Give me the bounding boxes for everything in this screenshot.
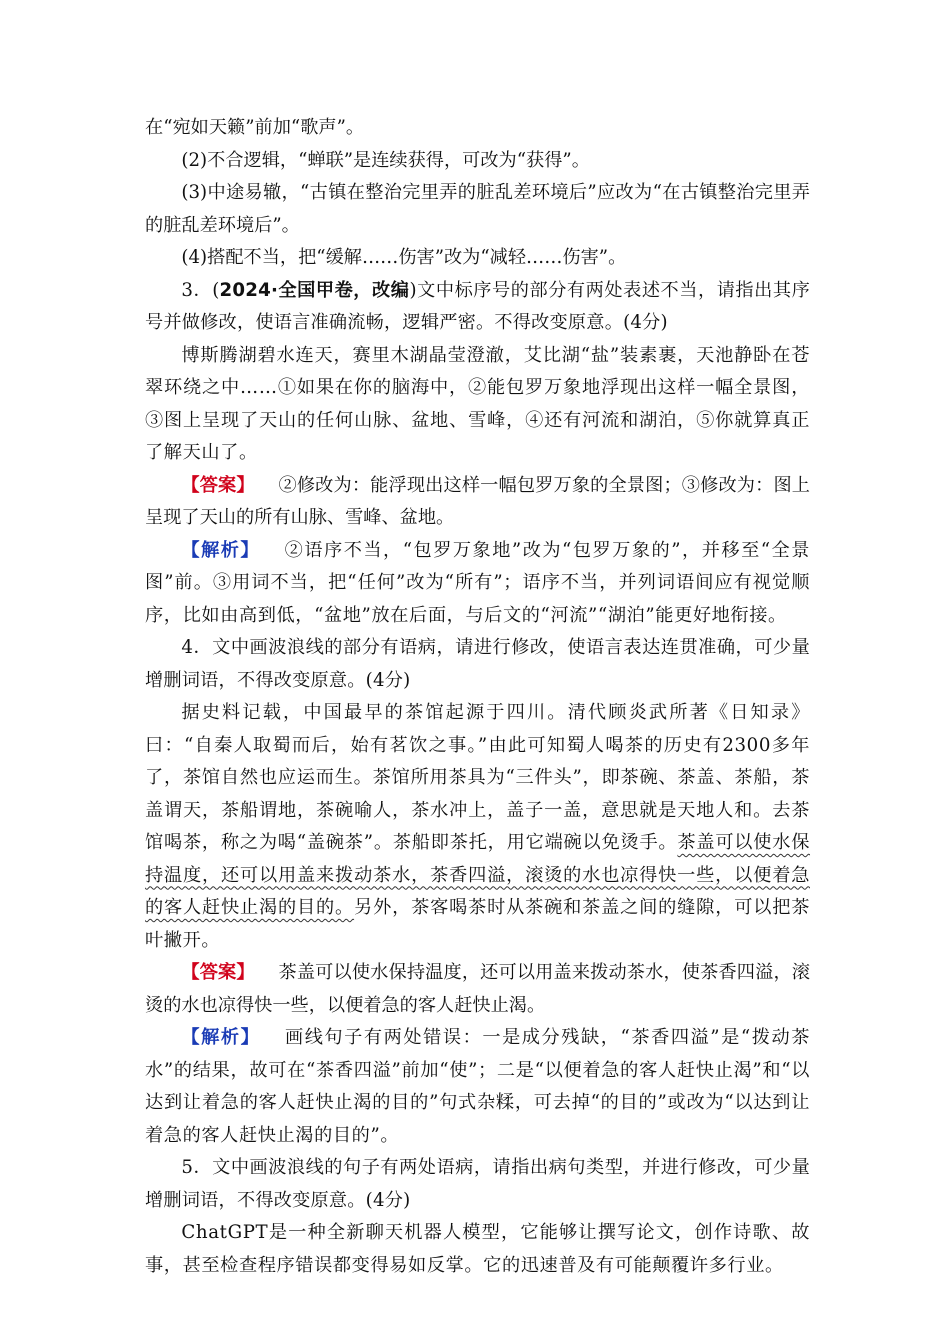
text-line: (3)中途易辙，“古镇在整治完里弄的脏乱差环境后”应改为“在古镇整治完里弄的脏乱差环境后”。 xyxy=(145,182,810,236)
answer-block xyxy=(145,470,810,535)
analysis-label: 【解析】 xyxy=(181,539,261,561)
answer-text: ②修改为：能浮现出这样一幅包罗万象的全景图；③修改为：图上呈现了天山的所有山脉、雪峰、盆地。 xyxy=(145,474,810,528)
answer-label: 【答案】 xyxy=(181,474,255,496)
text-line: (2)不合逻辑，“蝉联”是连续获得，可改为“获得”。 xyxy=(181,149,590,171)
analysis-label: 【解析】 xyxy=(181,1027,261,1048)
answer-text: 茶盖可以使水保持温度，还可以用盖来拨动茶水，使茶香四溢，滚烫的水也凉得快一些，以便着急的客人赶快止渴。 xyxy=(145,962,810,1016)
wavy-underlined-text: 茶盖可以使水保持温度，还可以用盖来拨动茶水，茶香四溢，滚烫的水也凉得快一些，以便着急的客人赶快止渴的目的。 xyxy=(145,832,811,918)
question-number: 3．( xyxy=(181,279,220,301)
question-5: 5．文中画波浪线的句子有两处语病，请指出病句类型，并进行修改，可少量增删词语，不得改变原意。(4分) xyxy=(145,1157,810,1211)
text-line: (4)搭配不当，把“缓解……伤害”改为“减轻……伤害”。 xyxy=(181,247,627,268)
question-source: 2024·全国甲卷，改编 xyxy=(219,279,410,301)
passage-text: 据史料记载，中国最早的茶馆起源于四川。清代顾炎武所著《日知录》曰：“自秦人取蜀而后，始有茗饮之事。”由此可知蜀人喝茶的历史有2300多年了，茶馆自然也应运而生。茶馆所用茶具为“三件头”，即茶碗、茶盖、茶船，茶盖谓天，茶船谓地，茶碗喻人，茶水冲上，盖子一盖，意思就是天地人和。去茶馆喝茶，称之为喝“盖碗茶”。茶船即茶托，用它端碗以免烫手。 xyxy=(145,702,810,853)
analysis-block xyxy=(145,535,810,633)
analysis-text: ②语序不当，“包罗万象地”改为“包罗万象的”，并移至“全景图”前。③用词不当，把“任何”改为“所有”；语序不当，并列词语间应有视觉顺序，比如由高到低，“盆地”放在后面，与后文的“河流”“湖泊”能更好地衔接。 xyxy=(145,539,810,626)
question-text: )文中标序号的部分有两处表述不当，请指出其序号并做修改，使语言准确流畅，逻辑严密。不得改变原意。(4分) xyxy=(145,279,810,333)
analysis-text: 画线句子有两处错误：一是成分残缺，“茶香四溢”是“拨动茶水”的结果，故可在“茶香四溢”前加“使”；二是“以便着急的客人赶快止渴”和“以达到让着急的客人赶快止渴的目的”句式杂糅，可去掉“的目的”或改为“以达到让着急的客人赶快止渴的目的”。 xyxy=(145,1027,810,1146)
document-page xyxy=(145,112,810,1282)
passage-text: 另外，茶客喝茶时从茶碗和茶盖之间的缝隙，可以把茶叶撇开。 xyxy=(145,897,810,951)
question-4: 4．文中画波浪线的部分有语病，请进行修改，使语言表达连贯准确，可少量增删词语，不得改变原意。(4分) xyxy=(145,637,810,691)
text-line: 在“宛如天籁”前加“歌声”。 xyxy=(145,117,365,138)
reading-passage: 博斯腾湖碧水连天，赛里木湖晶莹澄澈，艾比湖“盐”装素裹，天池静卧在苍翠环绕之中……①如果在你的脑海中，②能包罗万象地浮现出这样一幅全景图，③图上呈现了天山的任何山脉、盆地、雪峰，④还有河流和湖泊，⑤你就算真正了解天山了。 xyxy=(145,344,810,463)
answer-block xyxy=(145,957,810,1022)
answer-label: 【答案】 xyxy=(181,962,255,983)
question-3 xyxy=(145,275,810,340)
reading-passage: ChatGPT是一种全新聊天机器人模型，它能够让撰写论文，创作诗歌、故事，甚至检查程序错误都变得易如反掌。它的迅速普及有可能颠覆许多行业。 xyxy=(145,1222,810,1276)
reading-passage xyxy=(145,697,810,957)
analysis-block xyxy=(145,1022,810,1152)
